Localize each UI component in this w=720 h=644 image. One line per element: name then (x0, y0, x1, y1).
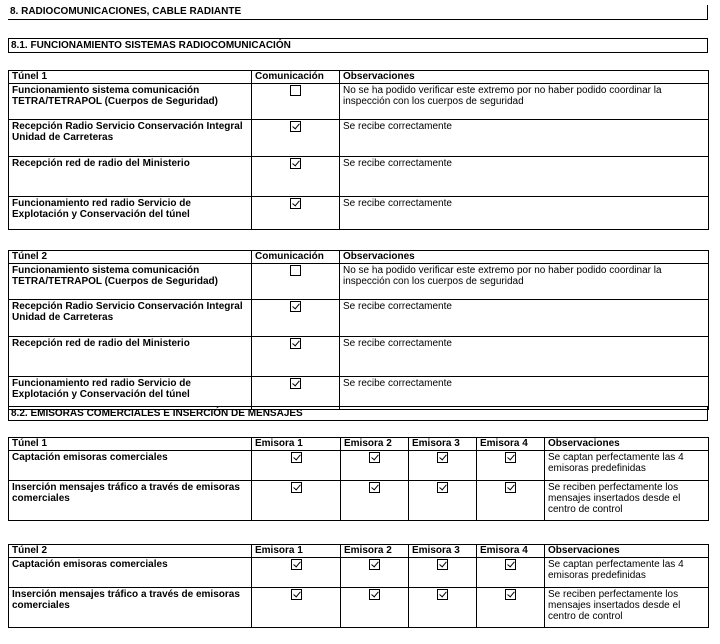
table-row (9, 300, 709, 337)
emisora-checkbox[interactable] (369, 482, 380, 493)
table-header-row (9, 545, 709, 558)
emisora-checkbox[interactable] (369, 589, 380, 600)
emisora-checkbox[interactable] (291, 559, 302, 570)
observaciones-cell: Se recibe correctamente (340, 120, 709, 157)
emisora-header: Emisora 1 (252, 438, 341, 451)
observaciones-cell: Se recibe correctamente (340, 300, 709, 337)
table-row (9, 157, 709, 197)
emisora-cell (341, 588, 409, 628)
emisora-header: Emisora 2 (341, 438, 409, 451)
row-label: Inserción mensajes tráfico a través de emisoras comerciales (9, 588, 252, 628)
table-header-row (9, 438, 709, 451)
table-row (9, 120, 709, 157)
emisora-checkbox[interactable] (437, 589, 448, 600)
row-label: Captación emisoras comerciales (9, 451, 252, 481)
row-label: Funcionamiento red radio Servicio de Explotación y Conservación del túnel (9, 377, 252, 410)
row-label: Recepción Radio Servicio Conservación Integral Unidad de Carreteras (9, 300, 252, 337)
emisora-header: Emisora 2 (341, 545, 409, 558)
observaciones-cell: Se recibe correctamente (340, 157, 709, 197)
table-header-row (9, 71, 709, 84)
observaciones-cell: No se ha podido verificar este extremo por no haber podido coordinar la inspección con los cuerpos de seguridad (340, 84, 709, 120)
comunicacion-checkbox[interactable] (290, 265, 301, 276)
table-row (9, 197, 709, 230)
comunicacion-cell (252, 84, 340, 120)
observaciones-cell: Se recibe correctamente (340, 197, 709, 230)
row-label: Recepción Radio Servicio Conservación Integral Unidad de Carreteras (9, 120, 252, 157)
comunicacion-checkbox[interactable] (290, 378, 301, 389)
comunicacion-cell (252, 157, 340, 197)
emisora-header: Emisora 3 (409, 438, 477, 451)
section-title-8: 8. RADIOCOMUNICACIONES, CABLE RADIANTE (8, 5, 708, 20)
emisora-cell (252, 588, 341, 628)
tunnel-header: Túnel 1 (9, 438, 252, 451)
row-label: Funcionamiento red radio Servicio de Explotación y Conservación del túnel (9, 197, 252, 230)
emisora-cell (252, 481, 341, 521)
emisora-header: Emisora 1 (252, 545, 341, 558)
emisora-checkbox[interactable] (505, 589, 516, 600)
comunicacion-header: Comunicación (252, 251, 340, 264)
table-header-row (9, 251, 709, 264)
emisora-cell (252, 451, 341, 481)
emisora-header: Emisora 4 (477, 438, 545, 451)
comunicacion-checkbox[interactable] (290, 301, 301, 312)
observaciones-cell: Se captan perfectamente las 4 emisoras predefinidas (545, 451, 709, 481)
observaciones-header: Observaciones (340, 71, 709, 84)
observaciones-cell: Se reciben perfectamente los mensajes insertados desde el centro de control (545, 481, 709, 521)
row-label: Recepción red de radio del Ministerio (9, 157, 252, 197)
comunicacion-cell (252, 120, 340, 157)
comunicacion-cell (252, 264, 340, 300)
tunnel-header: Túnel 2 (9, 251, 252, 264)
comunicacion-checkbox[interactable] (290, 85, 301, 96)
table-row (9, 337, 709, 377)
table-row (9, 588, 709, 628)
row-label: Funcionamiento sistema comunicación TETRA/TETRAPOL (Cuerpos de Seguridad) (9, 84, 252, 120)
emisora-cell (409, 451, 477, 481)
table-row (9, 264, 709, 300)
comunicacion-cell (252, 337, 340, 377)
observaciones-cell: No se ha podido verificar este extremo por no haber podido coordinar la inspección con los cuerpos de seguridad (340, 264, 709, 300)
emisora-checkbox[interactable] (291, 482, 302, 493)
radio-table-tunel-2 (8, 250, 709, 410)
emisoras-table-tunel-1 (8, 437, 709, 521)
emisora-cell (477, 558, 545, 588)
emisora-cell (477, 481, 545, 521)
emisora-checkbox[interactable] (291, 452, 302, 463)
observaciones-cell: Se captan perfectamente las 4 emisoras predefinidas (545, 558, 709, 588)
table-row (9, 377, 709, 410)
emisoras-table-tunel-2 (8, 544, 709, 628)
emisora-cell (341, 558, 409, 588)
table-row (9, 451, 709, 481)
emisora-checkbox[interactable] (437, 482, 448, 493)
observaciones-cell: Se reciben perfectamente los mensajes insertados desde el centro de control (545, 588, 709, 628)
comunicacion-header: Comunicación (252, 71, 340, 84)
emisora-cell (409, 558, 477, 588)
comunicacion-cell (252, 197, 340, 230)
emisora-cell (409, 588, 477, 628)
emisora-header: Emisora 3 (409, 545, 477, 558)
observaciones-cell: Se recibe correctamente (340, 377, 709, 410)
tunnel-header: Túnel 1 (9, 71, 252, 84)
row-label: Captación emisoras comerciales (9, 558, 252, 588)
emisora-cell (341, 481, 409, 521)
row-label: Inserción mensajes tráfico a través de emisoras comerciales (9, 481, 252, 521)
emisora-checkbox[interactable] (369, 452, 380, 463)
emisora-cell (409, 481, 477, 521)
section-title-8-2: 8.2. EMISORAS COMERCIALES E INSERCIÓN DE MENSAJES (8, 406, 708, 421)
emisora-checkbox[interactable] (369, 559, 380, 570)
observaciones-cell: Se recibe correctamente (340, 337, 709, 377)
observaciones-header: Observaciones (545, 545, 709, 558)
comunicacion-checkbox[interactable] (290, 338, 301, 349)
emisora-checkbox[interactable] (291, 589, 302, 600)
comunicacion-cell (252, 377, 340, 410)
emisora-header: Emisora 4 (477, 545, 545, 558)
emisora-cell (252, 558, 341, 588)
tunnel-header: Túnel 2 (9, 545, 252, 558)
radio-table-tunel-1 (8, 70, 709, 230)
row-label: Recepción red de radio del Ministerio (9, 337, 252, 377)
comunicacion-checkbox[interactable] (290, 121, 301, 132)
row-label: Funcionamiento sistema comunicación TETRA/TETRAPOL (Cuerpos de Seguridad) (9, 264, 252, 300)
emisora-checkbox[interactable] (437, 559, 448, 570)
table-row (9, 558, 709, 588)
observaciones-header: Observaciones (545, 438, 709, 451)
emisora-checkbox[interactable] (505, 559, 516, 570)
emisora-checkbox[interactable] (505, 482, 516, 493)
section-title-8-1: 8.1. FUNCIONAMIENTO SISTEMAS RADIOCOMUNICACIÓN (8, 38, 708, 53)
table-row (9, 481, 709, 521)
table-row (9, 84, 709, 120)
comunicacion-cell (252, 300, 340, 337)
emisora-checkbox[interactable] (437, 452, 448, 463)
emisora-cell (477, 588, 545, 628)
emisora-cell (341, 451, 409, 481)
emisora-cell (477, 451, 545, 481)
emisora-checkbox[interactable] (505, 452, 516, 463)
observaciones-header: Observaciones (340, 251, 709, 264)
comunicacion-checkbox[interactable] (290, 198, 301, 209)
comunicacion-checkbox[interactable] (290, 158, 301, 169)
